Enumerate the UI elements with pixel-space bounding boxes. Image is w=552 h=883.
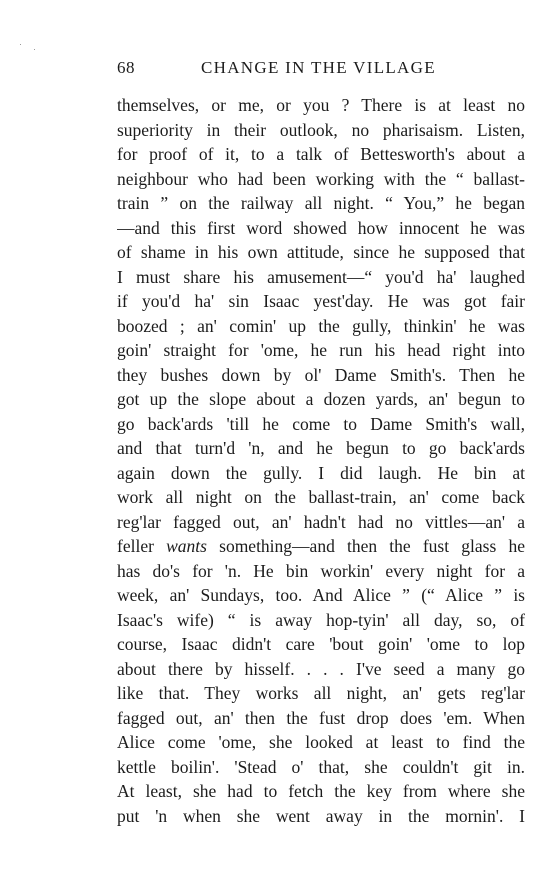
page-number: 68 [117, 58, 135, 77]
text-line: if you'd ha' sin Isaac yest'day. He was got fair [117, 291, 525, 311]
text-line: boozed ; an' comin' up the gully, thinkin' he was [117, 315, 525, 336]
text-line: themselves, or me, or you ? There is at least no [117, 95, 525, 115]
text-line: reg'lar fagged out, an' hadn't had no vittles—an' a [117, 511, 525, 532]
text-line: superiority in their outlook, no pharisaism. Listen, [117, 119, 525, 140]
text-line: —and this first word showed how innocent he was [117, 217, 525, 238]
speck [20, 44, 21, 45]
page-header [117, 58, 525, 82]
text-line: again down the gully. I did laugh. He bin at [117, 462, 525, 483]
text-line: goin' straight for 'ome, he run his head right into [117, 340, 525, 360]
text-line: week, an' Sundays, too. And Alice ” (“ Alice ” is [117, 585, 525, 605]
speck [34, 49, 35, 50]
text-line: work all night on the ballast-train, an' come back [117, 487, 525, 507]
paper-specks [18, 40, 48, 60]
text-line: got up the slope about a dozen yards, an' begun to [117, 389, 525, 409]
text-line: and that turn'd 'n, and he begun to go back'ards [117, 438, 525, 458]
emphasis: wants [166, 536, 207, 556]
body-text [117, 93, 525, 828]
text-line: of shame in his own attitude, since he supposed that [117, 242, 525, 262]
text-line: put 'n when she went away in the mornin'. I [117, 805, 525, 826]
text-line: fagged out, an' then the fust drop does 'em. When [117, 707, 525, 728]
text-line: neighbour who had been working with the “ ballast- [117, 168, 525, 189]
text-line: At least, she had to fetch the key from where she [117, 781, 525, 801]
running-head: CHANGE IN THE VILLAGE [201, 58, 436, 77]
text-line: about there by hisself. . . . I've seed a many go [117, 658, 525, 679]
text-line: has do's for 'n. He bin workin' every night for a [117, 560, 525, 581]
text-line: course, Isaac didn't care 'bout goin' 'ome to lop [117, 634, 525, 654]
text-line: Alice come 'ome, she looked at least to find the [117, 732, 525, 752]
text-line: feller wants something—and then the fust glass he [117, 536, 525, 556]
text-line: train ” on the railway all night. “ You,” he began [117, 193, 525, 213]
text-line: they bushes down by ol' Dame Smith's. Then he [117, 364, 525, 385]
text-line: kettle boilin'. 'Stead o' that, she couldn't git in. [117, 756, 525, 777]
text-line: like that. They works all night, an' gets reg'lar [117, 683, 525, 703]
text-line: go back'ards 'till he come to Dame Smith's wall, [117, 413, 525, 434]
text-line: I must share his amusement—“ you'd ha' laughed [117, 266, 525, 287]
text-line: Isaac's wife) “ is away hop-tyin' all day, so, of [117, 609, 525, 630]
text-line: for proof of it, to a talk of Bettesworth's about a [117, 144, 525, 164]
